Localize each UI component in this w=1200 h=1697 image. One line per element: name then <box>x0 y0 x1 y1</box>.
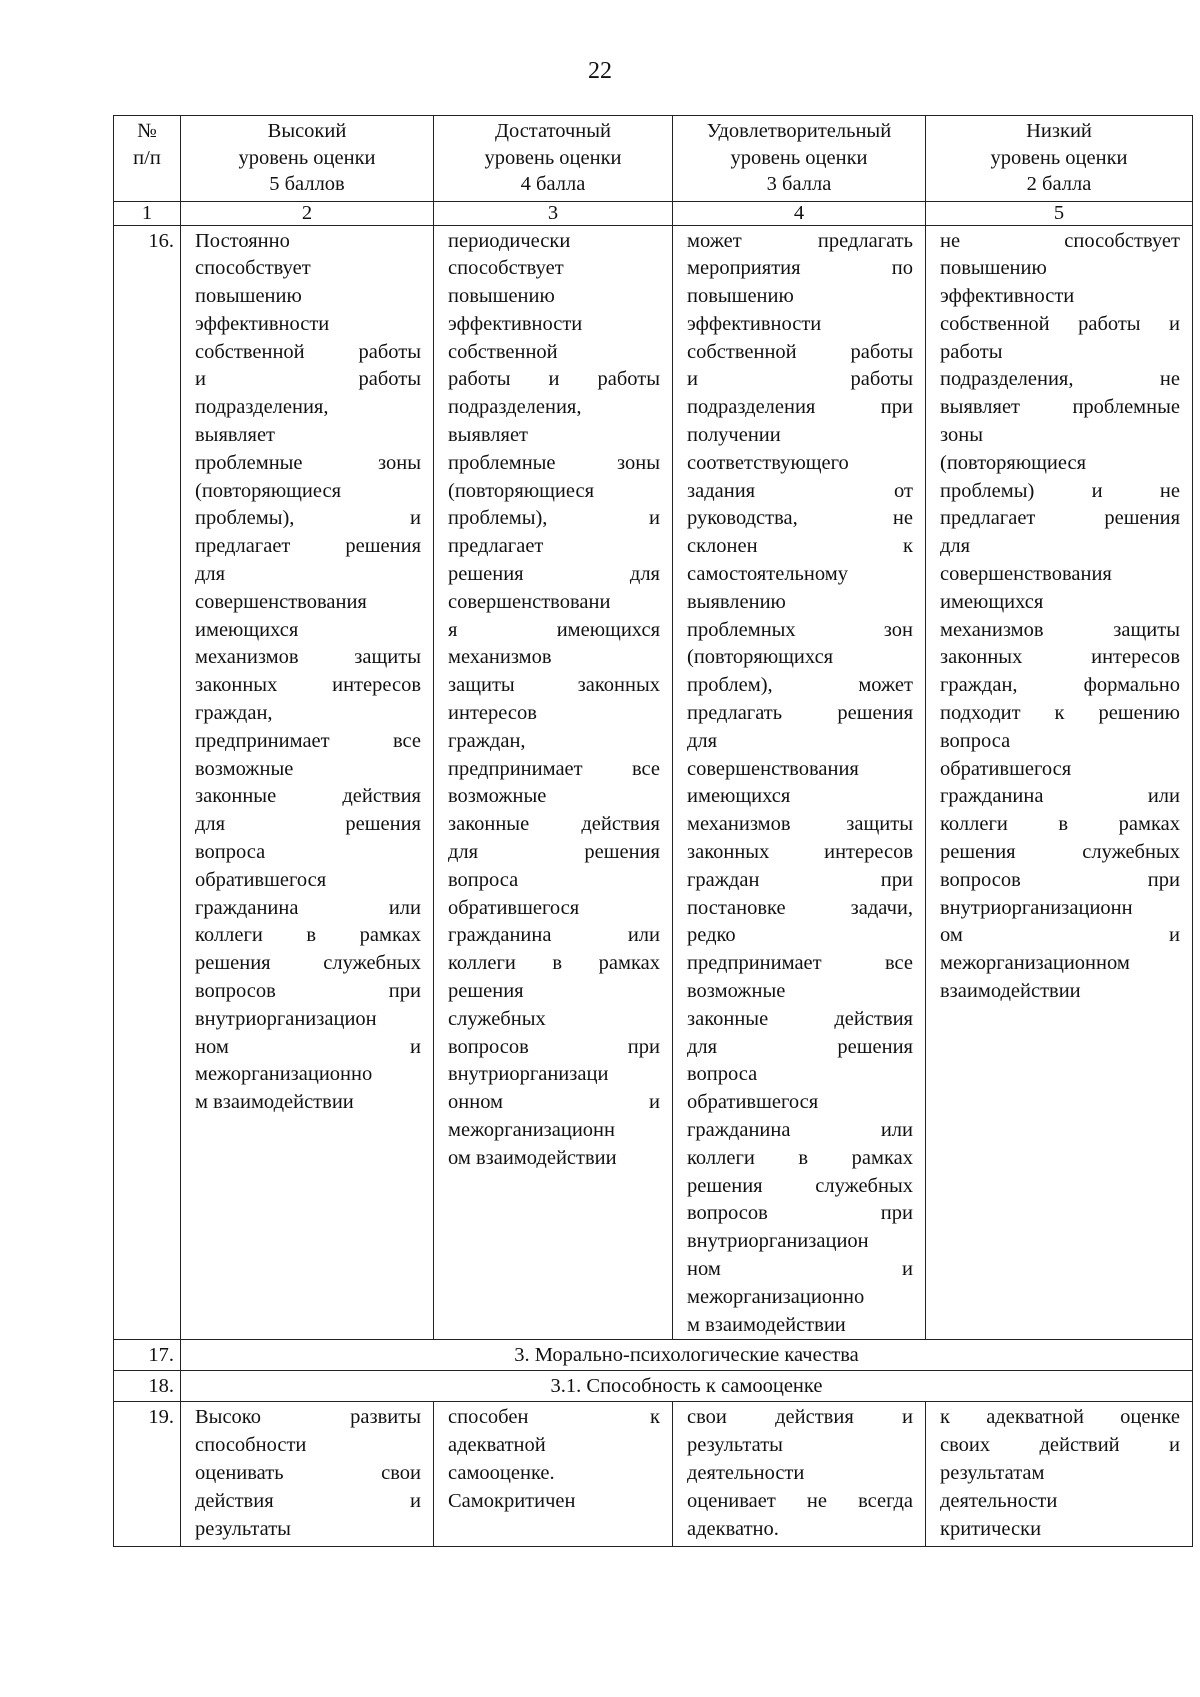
text-line: подразделения, <box>195 396 329 419</box>
text-line: предлагает решения <box>195 535 421 558</box>
text-line: ом взаимодействии <box>448 1146 617 1169</box>
text-line: служебных <box>448 1007 546 1030</box>
text-line: подходит к решению <box>940 702 1180 725</box>
text-line: для решения <box>687 1035 913 1058</box>
text-line: повышению <box>940 257 1047 280</box>
text-line: гражданина или <box>195 896 421 919</box>
numbering-cell: 3 <box>434 201 673 225</box>
text-line: выявляет <box>195 424 276 447</box>
criteria-sufficient <box>434 1402 673 1547</box>
text-line: возможные <box>687 980 786 1003</box>
text-line: совершенствования <box>940 563 1112 586</box>
subsection-title: 3.1. Способность к самооценке <box>181 1371 1193 1402</box>
text-line: проблемы), и <box>448 507 660 530</box>
text-line: решения служебных <box>940 841 1180 864</box>
text-line: вопроса <box>195 841 266 864</box>
text-line: для <box>940 535 971 558</box>
text-line: обратившегося <box>687 1091 819 1114</box>
text-line: 2 балла <box>1026 173 1092 195</box>
row-number: 16. <box>114 225 181 1340</box>
criteria-satisfactory <box>673 225 926 1340</box>
text-line: для <box>687 729 718 752</box>
text-line: Достаточный <box>494 120 612 142</box>
text-line: механизмов защиты <box>687 813 913 836</box>
criteria-low <box>926 225 1193 1340</box>
text-line: получении <box>687 424 781 447</box>
evaluation-table <box>113 115 1193 1547</box>
row-number: 19. <box>114 1402 181 1547</box>
text-line: ном и <box>687 1257 913 1280</box>
text-line: критически <box>940 1517 1042 1540</box>
text-line: проблемы) и не <box>940 479 1180 502</box>
text-line: повышению <box>687 285 794 308</box>
text-line: подразделения при <box>687 396 913 419</box>
text-line: проблемные зоны <box>195 451 421 474</box>
text-line: предлагает решения <box>940 507 1180 530</box>
text-line: (повторяющиеся <box>940 451 1087 474</box>
text-line: возможные <box>195 757 294 780</box>
page-number: 22 <box>588 58 612 84</box>
text-line: гражданина или <box>940 785 1180 808</box>
text-line: эффективности <box>687 312 822 335</box>
text-line: и работы <box>195 368 421 391</box>
text-line: постановке задачи, <box>687 896 913 919</box>
text-line: интересов <box>448 702 537 725</box>
text-line: собственной работы <box>687 340 913 363</box>
text-line: гражданина или <box>448 924 660 947</box>
text-line: вопросов при <box>448 1035 660 1058</box>
text-line: уровень оценки <box>238 146 376 169</box>
text-line: механизмов защиты <box>940 618 1180 641</box>
text-line: межорганизационном <box>940 952 1130 975</box>
text-line: законные действия <box>195 785 421 808</box>
numbering-row <box>114 201 1193 225</box>
text-line: 3 балла <box>766 173 832 195</box>
text-line: коллеги в рамках <box>195 924 421 947</box>
text-line: ном и <box>195 1035 421 1058</box>
text-line: возможные <box>448 785 547 808</box>
text-line: для решения <box>448 841 660 864</box>
text-line: внутриорганизацион <box>195 1007 377 1030</box>
text-line: проблемных зон <box>687 618 913 641</box>
text-line: 4 балла <box>520 173 586 195</box>
text-line: проблемы), и <box>195 507 421 530</box>
text-line: мероприятия по <box>687 257 913 280</box>
text-line: м взаимодействии <box>195 1091 354 1114</box>
header-col-sufficient <box>434 116 673 202</box>
text-line: соответствующего <box>687 451 849 474</box>
text-line: ом и <box>940 924 1180 947</box>
text-line: законных интересов <box>687 841 913 864</box>
text-line: оценивать свои <box>195 1461 421 1484</box>
text-line: результатам <box>940 1461 1045 1484</box>
text-line: склонен к <box>687 535 913 558</box>
text-line: решения <box>448 980 524 1003</box>
text-line: (повторяющиеся <box>195 479 342 502</box>
text-line: решения служебных <box>687 1174 913 1197</box>
text-line: может предлагать <box>687 229 913 252</box>
text-line: собственной работы <box>195 340 421 363</box>
text-line: 5 баллов <box>269 173 345 195</box>
criteria-satisfactory <box>673 1402 926 1547</box>
section-row <box>114 1340 1193 1371</box>
text-line: уровень оценки <box>484 146 622 169</box>
text-line: вопроса <box>687 1063 758 1086</box>
text-line: своих действий и <box>940 1434 1180 1457</box>
text-line: обратившегося <box>448 896 580 919</box>
text-line: внутриорганизацион <box>687 1230 869 1253</box>
text-line: совершенствования <box>195 590 367 613</box>
text-line: руководства, не <box>687 507 913 530</box>
text-line: механизмов <box>448 646 552 669</box>
text-line: и работы <box>687 368 913 391</box>
text-line: предпринимает все <box>687 952 913 975</box>
text-line: м взаимодействии <box>687 1313 846 1336</box>
text-line: законные действия <box>448 813 660 836</box>
text-line: Самокритичен <box>448 1489 576 1512</box>
text-line: граждан, <box>195 702 273 725</box>
text-line: способен к <box>448 1406 660 1429</box>
numbering-cell: 5 <box>926 201 1193 225</box>
criteria-low <box>926 1402 1193 1547</box>
numbering-cell: 2 <box>181 201 434 225</box>
text-line: действия и <box>195 1489 421 1512</box>
text-line: периодически <box>448 229 571 252</box>
text-line: уровень оценки <box>990 146 1128 169</box>
text-line: (повторяющиеся <box>448 479 595 502</box>
text-line: способствует <box>195 257 311 280</box>
text-line: адекватно. <box>687 1517 779 1540</box>
text-line: внутриорганизационн <box>940 896 1133 919</box>
text-line: онном и <box>448 1091 660 1114</box>
text-line: способности <box>195 1434 307 1457</box>
numbering-cell: 1 <box>114 201 181 225</box>
text-line: задания от <box>687 479 913 502</box>
numbering-cell: 4 <box>673 201 926 225</box>
criteria-high <box>181 1402 434 1547</box>
table-row <box>114 1402 1193 1547</box>
text-line: законных интересов <box>940 646 1180 669</box>
text-line: выявлению <box>687 590 786 613</box>
text-line: п/п <box>133 146 161 169</box>
text-line: коллеги в рамках <box>687 1146 913 1169</box>
text-line: деятельности <box>940 1489 1058 1512</box>
text-line: решения для <box>448 563 660 586</box>
text-line: Низкий <box>1026 120 1092 142</box>
text-line: повышению <box>448 285 555 308</box>
header-col-high <box>181 116 434 202</box>
text-line: повышению <box>195 285 302 308</box>
text-line: вопросов при <box>940 868 1180 891</box>
text-line: обратившегося <box>940 757 1072 780</box>
header-col-low <box>926 116 1193 202</box>
text-line: выявляет <box>448 424 529 447</box>
subsection-row <box>114 1371 1193 1402</box>
text-line: эффективности <box>940 285 1075 308</box>
text-line: внутриорганизаци <box>448 1063 609 1086</box>
text-line: эффективности <box>448 312 583 335</box>
section-title: 3. Морально-психологические качества <box>181 1340 1193 1371</box>
text-line: оценивает не всегда <box>687 1489 913 1512</box>
text-line: адекватной <box>448 1434 546 1457</box>
text-line: работы и работы <box>448 368 660 391</box>
text-line: законные действия <box>687 1007 913 1030</box>
row-number: 18. <box>114 1371 181 1402</box>
text-line: вопросов при <box>687 1202 913 1225</box>
text-line: предпринимает все <box>195 729 421 752</box>
text-line: защиты законных <box>448 674 660 697</box>
criteria-high <box>181 225 434 1340</box>
table-row <box>114 225 1193 1340</box>
text-line: вопросов при <box>195 980 421 1003</box>
row-number: 17. <box>114 1340 181 1371</box>
text-line: вопроса <box>448 868 519 891</box>
text-line: собственной <box>448 340 558 363</box>
text-line: я имеющихся <box>448 618 660 641</box>
text-line: имеющихся <box>940 590 1044 613</box>
text-line: самооценке. <box>448 1461 555 1484</box>
text-line: законных интересов <box>195 674 421 697</box>
text-line: для решения <box>195 813 421 836</box>
text-line: граждан, формально <box>940 674 1180 697</box>
text-line: выявляет проблемные <box>940 396 1180 419</box>
text-line: решения служебных <box>195 952 421 975</box>
text-line: межорганизационно <box>195 1063 373 1086</box>
text-line: Высоко развиты <box>195 1406 421 1429</box>
text-line: вопроса <box>940 729 1011 752</box>
header-col-satisfactory <box>673 116 926 202</box>
text-line: имеющихся <box>687 785 791 808</box>
text-line: граждан при <box>687 868 913 891</box>
text-line: подразделения, <box>448 396 582 419</box>
text-line: совершенствовани <box>448 590 611 613</box>
text-line: подразделения, не <box>940 368 1180 391</box>
text-line: Высокий <box>267 120 347 142</box>
text-line: (повторяющихся <box>687 646 834 669</box>
criteria-sufficient <box>434 225 673 1340</box>
text-line: способствует <box>448 257 564 280</box>
text-line: коллеги в рамках <box>940 813 1180 836</box>
text-line: деятельности <box>687 1461 805 1484</box>
text-line: гражданина или <box>687 1119 913 1141</box>
text-line: обратившегося <box>195 868 327 891</box>
text-line: предлагать решения <box>687 702 913 725</box>
text-line: совершенствования <box>687 757 859 780</box>
text-line: к адекватной оценке <box>940 1406 1180 1429</box>
text-line: межорганизационн <box>448 1119 616 1141</box>
text-line: граждан, <box>448 729 526 752</box>
header-col-number <box>114 116 181 202</box>
text-line: проблем), может <box>687 674 913 697</box>
text-line: предпринимает все <box>448 757 660 780</box>
text-line: Постоянно <box>195 229 290 252</box>
text-line: предлагает <box>448 535 544 558</box>
text-line: № <box>137 120 157 142</box>
text-line: собственной работы и <box>940 312 1180 335</box>
text-line: имеющихся <box>195 618 299 641</box>
header-row <box>114 116 1193 202</box>
text-line: взаимодействии <box>940 980 1081 1003</box>
text-line: самостоятельному <box>687 563 848 586</box>
text-line: проблемные зоны <box>448 451 660 474</box>
text-line: результаты <box>195 1517 291 1540</box>
text-line: зоны <box>940 424 983 447</box>
text-line: коллеги в рамках <box>448 952 660 975</box>
text-line: свои действия и <box>687 1406 913 1429</box>
text-line: межорганизационно <box>687 1285 865 1308</box>
text-line: работы <box>940 340 1003 363</box>
text-line: для <box>195 563 226 586</box>
text-line: результаты <box>687 1434 783 1457</box>
text-line: эффективности <box>195 312 330 335</box>
text-line: не способствует <box>940 229 1180 252</box>
text-line: редко <box>687 924 736 947</box>
text-line: уровень оценки <box>730 146 868 169</box>
text-line: Удовлетворительный <box>706 120 892 142</box>
text-line: механизмов защиты <box>195 646 421 669</box>
